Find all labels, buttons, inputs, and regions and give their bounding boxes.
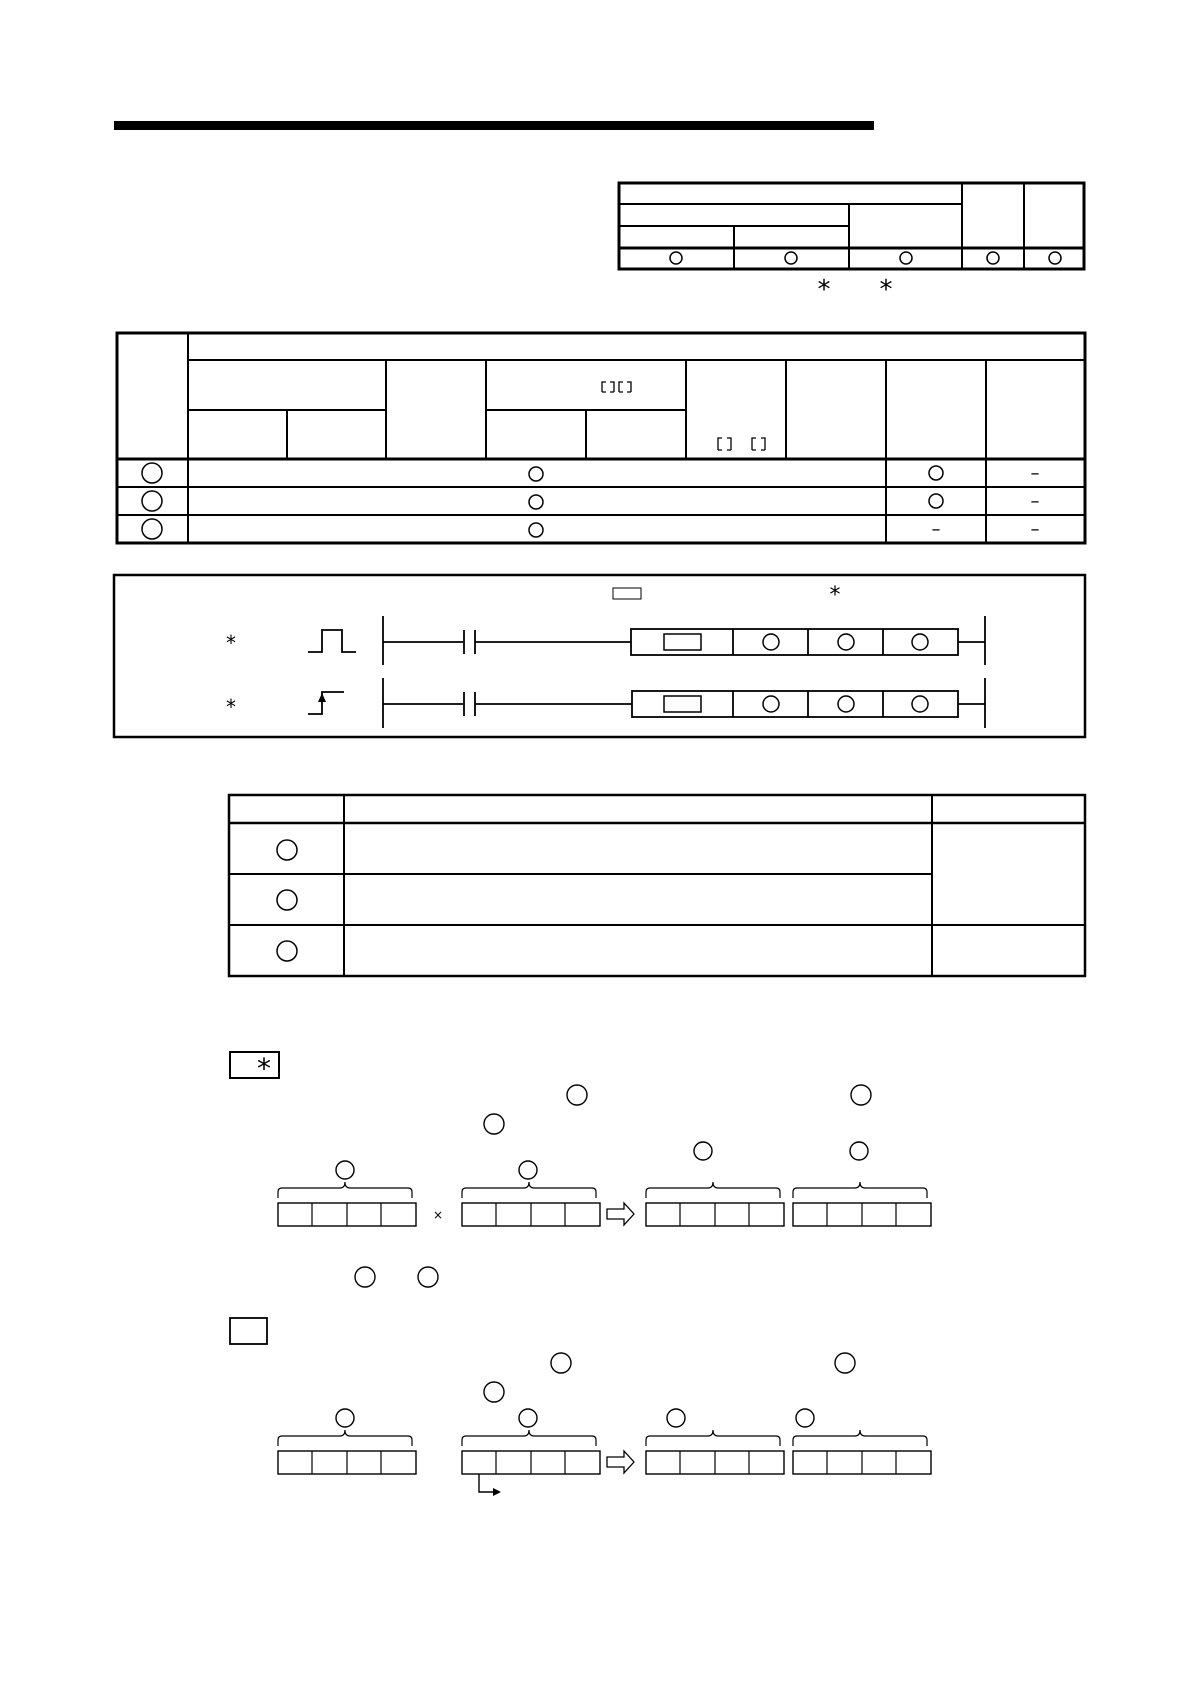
heading-rule (114, 121, 874, 130)
function-label-box-1 (230, 1052, 279, 1078)
setting-data-table (229, 795, 1085, 976)
row-label-circle-3 (142, 519, 162, 539)
dash-row2-c9: – (1030, 491, 1040, 512)
ladder-header-asterisk: * (829, 583, 841, 608)
support-circle-2 (785, 252, 797, 264)
setting-row-circle-2 (277, 890, 297, 910)
result-arrow-1-icon (607, 1203, 634, 1225)
note-mark-2: * (879, 275, 893, 305)
support-circle-3 (900, 252, 912, 264)
level-pulse-icon (308, 630, 356, 652)
instruction-name-box-1 (664, 634, 701, 650)
row-label-circle-1 (142, 463, 162, 483)
usable-devices-table (117, 333, 1085, 543)
function-diagram-1 (230, 1052, 931, 1287)
sign-bit-arrow-icon (493, 1488, 501, 1496)
multiply-sign: × (432, 1208, 444, 1222)
dash-row3-c9: – (1030, 519, 1040, 540)
result-arrow-2-icon (607, 1451, 634, 1473)
applicable-cpu-table (619, 183, 1084, 269)
ladder-diagram-box (114, 575, 1085, 737)
support-circle-1 (670, 252, 682, 264)
rising-edge-arrow-icon (318, 693, 326, 702)
dash-row3-c8: – (931, 519, 941, 540)
rising-edge-icon (308, 692, 344, 714)
instruction-name-box-2 (664, 696, 701, 712)
setting-row-circle-3 (277, 941, 297, 961)
instruction-box-1 (631, 629, 958, 655)
note-mark-1: * (817, 275, 831, 305)
dash-row1-c9: – (1030, 463, 1040, 484)
support-circle-5 (1049, 252, 1061, 264)
ladder-row1-asterisk: * (226, 631, 236, 655)
bracket-glyph-1 (602, 382, 631, 392)
function-label-box-2 (230, 1318, 267, 1344)
legend-small-box (613, 588, 641, 599)
usable-circle-row3-main (529, 523, 543, 537)
instruction-box-2 (632, 691, 958, 717)
sign-bit-pointer (479, 1474, 493, 1492)
usable-circle-row2-constant (929, 494, 943, 508)
setting-row-circle-1 (277, 840, 297, 860)
support-circle-4 (987, 252, 999, 264)
usable-circle-row2-main (529, 495, 543, 509)
function-diagram-2 (230, 1318, 931, 1496)
bracket-glyph-2 (718, 438, 765, 450)
usable-circle-row1-constant (929, 466, 943, 480)
row-label-circle-2 (142, 491, 162, 511)
function-box-asterisk: * (257, 1052, 271, 1085)
usable-circle-row1-main (529, 467, 543, 481)
ladder-row2-asterisk: * (226, 695, 236, 719)
